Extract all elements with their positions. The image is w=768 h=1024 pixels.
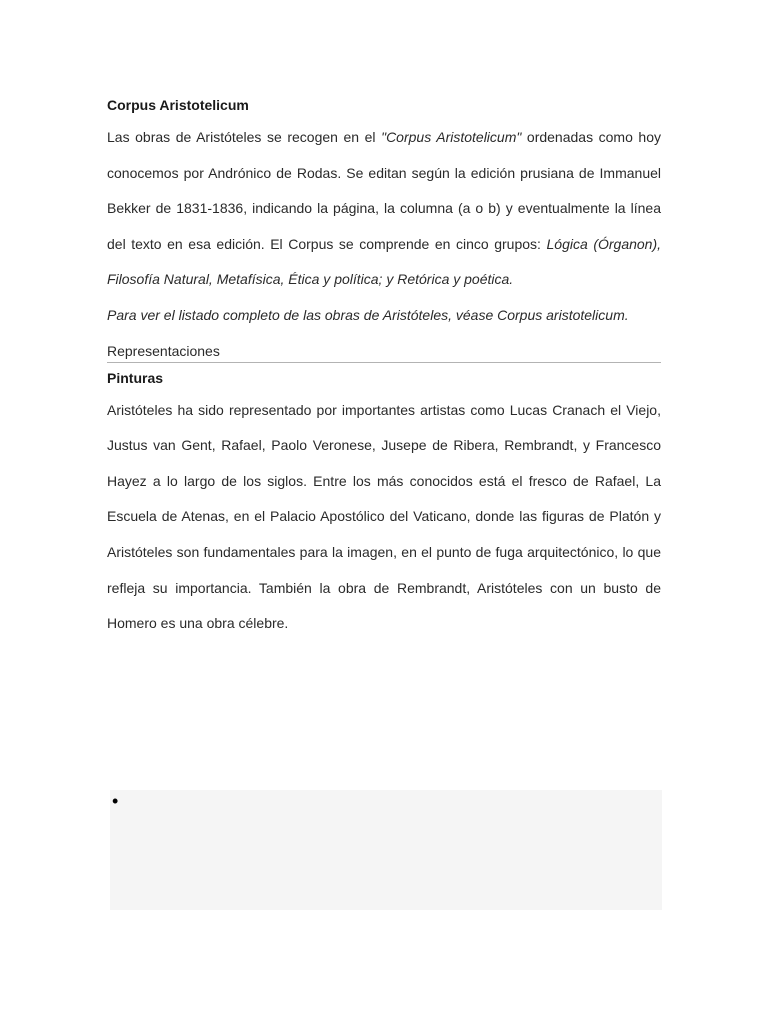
paragraph-corpus-description <box>107 120 661 298</box>
paragraph-pinturas: Aristóteles ha sido representado por importantes artistas como Lucas Cranach el Viejo, Justus van Gent, Rafael, Paolo Veronese, Jusepe de Ribera, Rembrandt, y Francesco Hayez a lo largo de los siglos. Entre los más conocidos está el fresco de Rafael, La Escuela de Atenas, en el Palacio Apostólico del Vaticano, donde las figuras de Platón y Aristóteles son fundamentales para la imagen, en el punto de fuga arquitectónico, lo que refleja su importancia. También la obra de Rembrandt, Aristóteles con un busto de Homero es una obra célebre. <box>107 401 661 632</box>
paragraph-italic-title: "Corpus Aristotelicum" <box>381 129 522 145</box>
paragraph-text: Las obras de Aristóteles se recogen en el <box>107 129 382 145</box>
list-bullet: • <box>112 791 119 811</box>
paragraph-text: ordenadas como hoy conocemos por Andrónico de Rodas. Se editan según la edición prusiana de Immanuel Bekker de 1831-1836, indicando la página, la columna (a o b) y eventualmente la línea del texto en esa edición. El Corpus se comprende en cinco grupos: <box>107 129 661 252</box>
section-heading-representaciones: Representaciones <box>107 340 661 363</box>
paragraph-see-also: Para ver el listado completo de las obras de Aristóteles, véase Corpus aristotelicum. <box>107 306 629 323</box>
document-page <box>107 90 661 642</box>
subsection-title-pinturas: Pinturas <box>107 369 164 386</box>
section-title-corpus: Corpus Aristotelicum <box>107 97 249 113</box>
image-gallery-placeholder <box>110 790 662 910</box>
paragraph-italic-groups: Lógica (Órganon), Filosofía Natural, Metafísica, Ética y política; y Retórica y poética. <box>107 235 662 288</box>
